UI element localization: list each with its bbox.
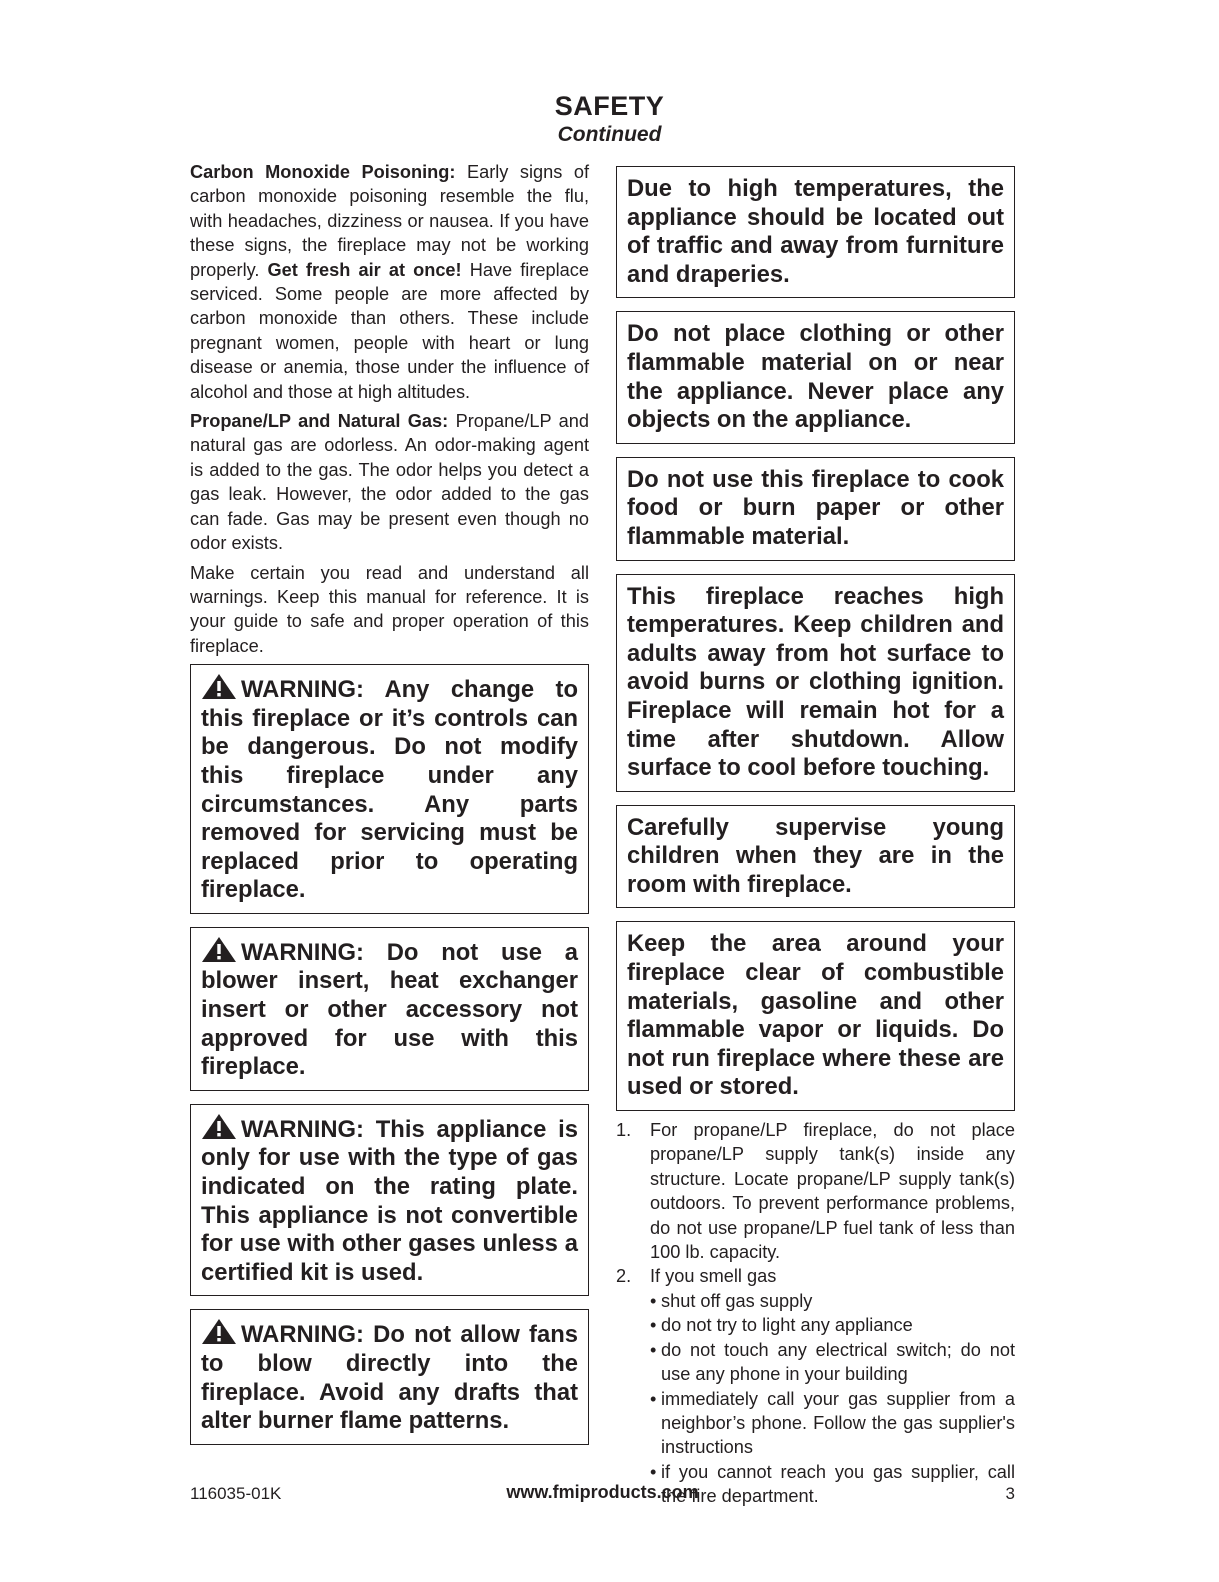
co-poisoning-text: Early signs of carbon monoxide poisoning resemble the flu, with headaches, dizziness or nausea. If you have these signs, the fireplace may not be working properly. [190, 162, 589, 280]
warning-text-blower-insert: WARNING: Do not use a blower insert, heat exchanger insert or other accessory not approved for use with this fireplace. [201, 938, 578, 1081]
warning-triangle-icon [201, 936, 237, 963]
bullet-item [650, 1338, 1015, 1387]
read-warnings-text: Make certain you read and understand all warnings. Keep this manual for reference. It is your guide to safe and proper operation of this fireplace. [190, 562, 589, 656]
bullet-text: shut off gas supply [661, 1290, 813, 1311]
bullet-item [650, 1289, 1015, 1313]
co-poisoning-text-continued: Have fireplace serviced. Some people are more affected by carbon monoxide than others. These include pregnant women, people with heart or lung disease or anemia, those under the influence of alcohol and those at high altitudes. [190, 259, 589, 402]
bullet-text: do not try to light any appliance [661, 1315, 913, 1336]
website-url: www.fmiproducts.com [506, 1482, 699, 1502]
warning-text-fans: WARNING: Do not allow fans to blow directly into the fireplace. Avoid any drafts that alter burner flame patterns. [201, 1321, 578, 1435]
bullet-item [650, 1313, 1015, 1337]
bullet-dot: • [650, 1339, 657, 1360]
notice-box-combustibles: Keep the area around your fireplace clear of combustible materials, gasoline and other flammable vapor or liquids. Do not run fireplace where these are used or stored. [616, 921, 1015, 1111]
warning-box-fans [190, 1309, 589, 1444]
warning-text-gas-type: WARNING: This appliance is only for use with the type of gas indicated on the rating plate. This appliance is not convertible for use with other gases unless a certified kit is used. [201, 1115, 578, 1286]
list-item-text: If you smell gas [650, 1266, 777, 1287]
notice-box-cooking: Do not use this fireplace to cook food or burn paper or other flammable material. [616, 457, 1015, 561]
document-number: 116035-01K [190, 1484, 282, 1503]
propane-gas-text: Propane/LP and natural gas are odorless. An odor-making agent is added to the gas. The odor helps you detect a gas leak. However, the odor added to the gas can fade. Gas may be present even though no odor exists. [190, 411, 589, 554]
warning-triangle-icon [201, 1318, 237, 1345]
page-footer [190, 1484, 1015, 1508]
bullet-dot: • [650, 1290, 657, 1311]
gas-smell-bullets [616, 1289, 1015, 1509]
page-subtitle: Continued [557, 123, 662, 146]
fresh-air-emphasis: Get fresh air at once! [267, 259, 462, 280]
left-column [190, 160, 589, 1458]
bullet-dot: • [650, 1461, 657, 1482]
list-item-text: For propane/LP fireplace, do not place propane/LP supply tank(s) inside any structure. Locate propane/LP supply tank(s) outdoors. To prevent performance problems, do not use propane/LP fuel tank of less than 100 lb. capacity. [650, 1120, 1015, 1263]
list-item [616, 1118, 1015, 1264]
notice-box-supervise-children: Carefully supervise young children when they are in the room with fireplace. [616, 805, 1015, 909]
warning-text-modification: WARNING: Any change to this fireplace or it’s controls can be dangerous. Do not modify this fireplace under any circumstances. Any parts removed for servicing must be replaced prior to operating fireplace. [201, 676, 578, 904]
bullet-dot: • [650, 1315, 657, 1336]
bullet-item [650, 1387, 1015, 1460]
safety-numbered-list [616, 1118, 1015, 1509]
bullet-text: immediately call your gas supplier from a neighbor’s phone. Follow the gas supplier's instructions [661, 1388, 1015, 1458]
warning-box-blower-insert [190, 927, 589, 1091]
list-item [616, 1264, 1015, 1288]
right-column [616, 166, 1015, 1509]
co-poisoning-paragraph [190, 160, 589, 404]
page-title: SAFETY [554, 91, 665, 121]
page-header [0, 90, 1219, 148]
read-warnings-paragraph [190, 561, 589, 659]
notice-box-high-temperature: This fireplace reaches high temperatures. Keep children and adults away from hot surface to avoid burns or clothing ignition. Fireplace will remain hot for a time after shutdown. Allow surface to cool before touching. [616, 574, 1015, 792]
list-item-number: 2. [616, 1266, 632, 1287]
notice-box-clothing: Do not place clothing or other flammable material on or near the appliance. Never place any objects on the appliance. [616, 311, 1015, 443]
bullet-dot: • [650, 1388, 657, 1409]
warning-triangle-icon [201, 673, 237, 700]
warning-box-modification [190, 664, 589, 914]
page-number: 3 [1005, 1484, 1015, 1503]
warning-box-gas-type [190, 1104, 589, 1297]
propane-gas-paragraph [190, 409, 589, 555]
bullet-text: do not touch any electrical switch; do not use any phone in your building [661, 1339, 1015, 1385]
bullet-text: if you cannot reach you gas supplier, call the fire department. [661, 1461, 1015, 1507]
notice-box-location: Due to high temperatures, the appliance should be located out of traffic and away from furniture and draperies. [616, 166, 1015, 298]
co-poisoning-lead: Carbon Monoxide Poisoning: [190, 162, 456, 182]
warning-triangle-icon [201, 1113, 237, 1140]
propane-gas-lead: Propane/LP and Natural Gas: [190, 411, 449, 432]
list-item-number: 1. [616, 1120, 632, 1141]
